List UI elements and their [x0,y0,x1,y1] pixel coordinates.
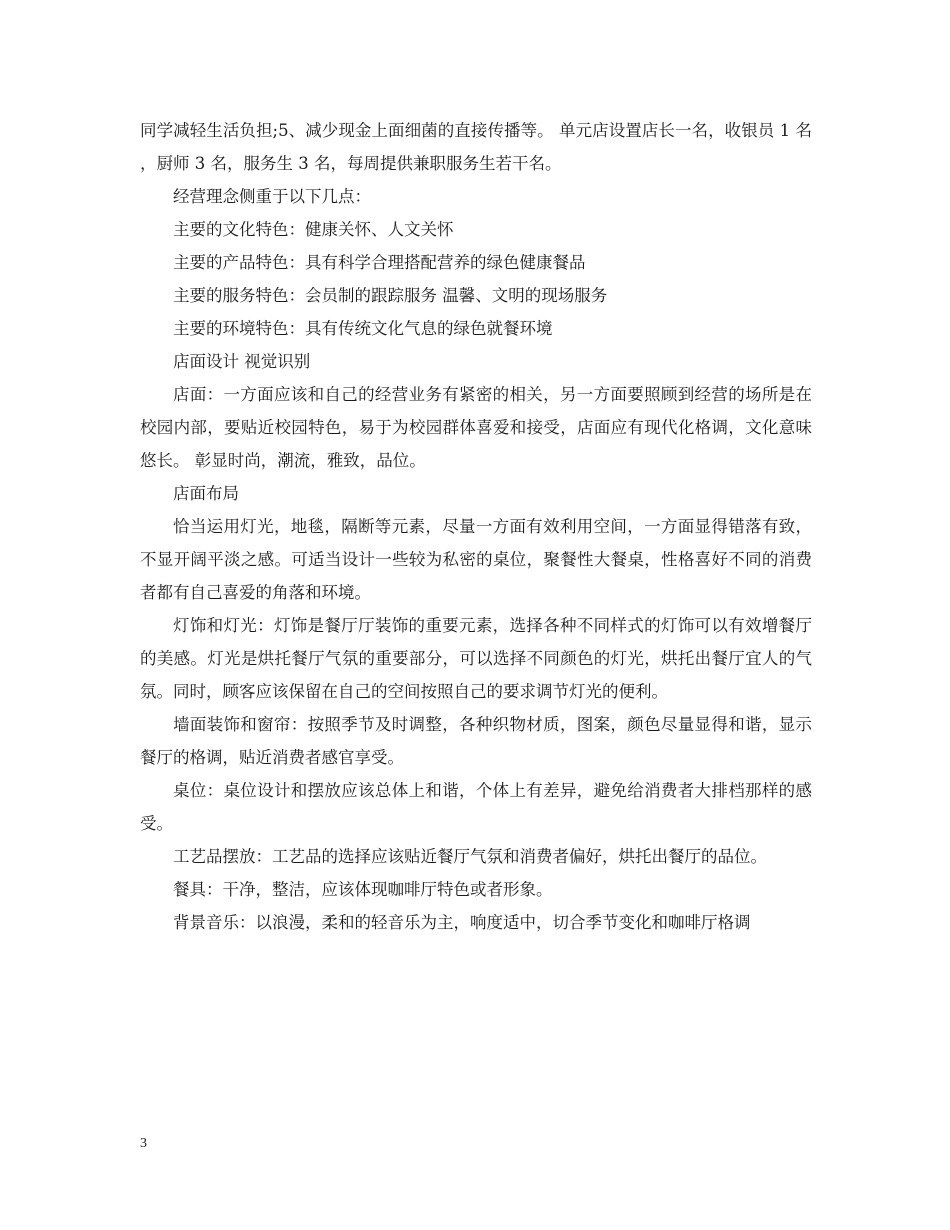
paragraph: 主要的产品特色：具有科学合理搭配营养的绿色健康餐品 [173,253,586,272]
paragraph: 店面：一方面应该和自己的经营业务有紧密的相关，另一方面要照顾到经营的场所是在校园内部，要贴近校园特色，易于为校园群体喜爱和接受，店面应有现代化格调，文化意味悠长。 彰显时尚，潮流，雅致，品位。 [140,385,812,470]
section-heading: 店面设计 视觉识别 [173,352,311,371]
paragraph: 恰当运用灯光，地毯，隔断等元素，尽量一方面有效利用空间，一方面显得错落有致，不显开阔平淡之感。可适当设计一些较为私密的桌位，聚餐性大餐桌，性格喜好不同的消费者都有自己喜爱的角落和环境。 [140,517,812,602]
section-heading: 店面布局 [173,484,239,503]
paragraph: 经营理念侧重于以下几点： [173,187,371,206]
paragraph: 背景音乐：以浪漫，柔和的轻音乐为主，响度适中，切合季节变化和咖啡厅格调 [173,913,751,932]
paragraph: 主要的环境特色：具有传统文化气息的绿色就餐环境 [173,319,553,338]
paragraph: 工艺品摆放：工艺品的选择应该贴近餐厅气氛和消费者偏好，烘托出餐厅的品位。 [173,847,767,866]
paragraph: 墙面装饰和窗帘：按照季节及时调整，各种织物材质，图案，颜色尽量显得和谐，显示餐厅的格调，贴近消费者感官享受。 [140,715,812,767]
paragraph: 主要的服务特色：会员制的跟踪服务 温馨、文明的现场服务 [173,286,608,305]
paragraph: 灯饰和灯光：灯饰是餐厅厅装饰的重要元素，选择各种不同样式的灯饰可以有效增餐厅的美感。灯光是烘托餐厅气氛的重要部分，可以选择不同颜色的灯光，烘托出餐厅宜人的气氛。同时，顾客应该保留在自己的空间按照自己的要求调节灯光的便利。 [140,616,812,701]
paragraph: 桌位：桌位设计和摆放应该总体上和谐，个体上有差异，避免给消费者大排档那样的感受。 [140,781,812,833]
paragraph: 餐具：干净，整洁，应该体现咖啡厅特色或者形象。 [173,880,553,899]
paragraph: 同学减轻生活负担;5、减少现金上面细菌的直接传播等。 单元店设置店长一名，收银员 1 名 ，厨师 3 名，服务生 3 名，每周提供兼职服务生若干名。 [140,121,812,173]
document-body [140,114,812,939]
paragraph: 主要的文化特色：健康关怀、人文关怀 [173,220,454,239]
page-number: 3 [140,1136,147,1151]
